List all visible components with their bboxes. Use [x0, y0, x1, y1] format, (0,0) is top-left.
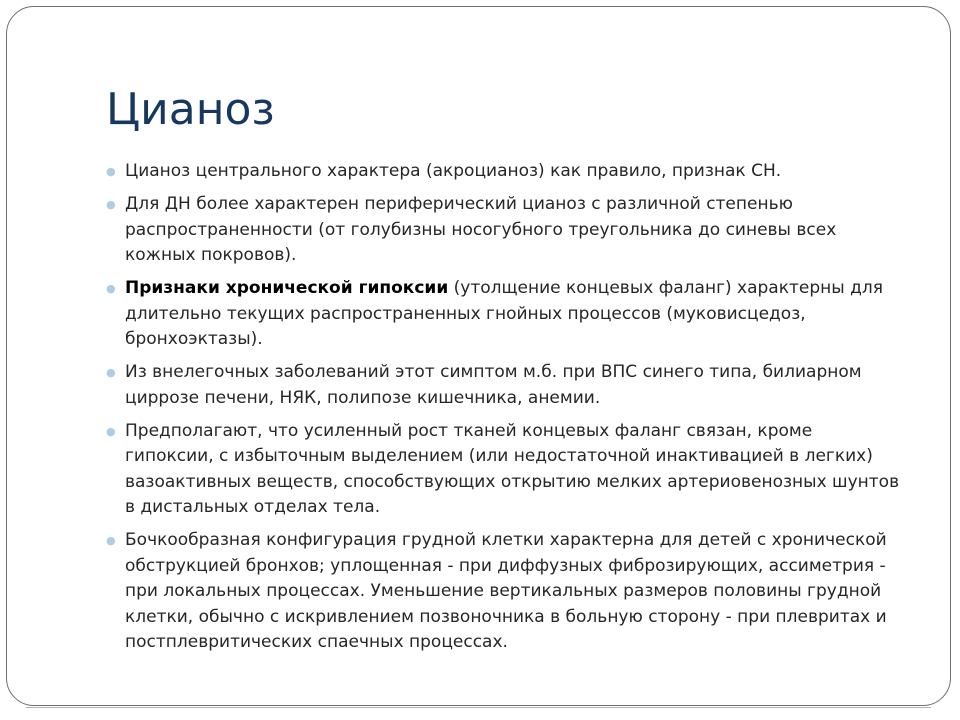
bullet-dot-icon: ●	[106, 198, 116, 211]
bullet-dot-icon: ●	[106, 424, 116, 438]
bullet-item-1	[106, 159, 906, 185]
bullet-item-5	[106, 419, 906, 521]
bullet-text: Предполагают, что усиленный рост тканей концевых фаланг связан, кроме гипоксии, с избыточным выделением (или недостаточной инактивацией в легких) вазоактивных веществ, способствующих открытию мелких артериовенозных шунтов в дистальных отделах тела.	[125, 420, 900, 517]
bullet-text: Для ДН более характерен периферический цианоз с различной степенью распространенности (от голубизны носогубного треугольника до синевы всех кожных покровов).	[125, 194, 837, 265]
bullet-item-3	[106, 276, 906, 353]
bullet-dot-icon: ●	[106, 282, 116, 295]
bullet-item-2	[106, 192, 906, 269]
bullet-text: Бочкообразная конфигурация грудной клетки характерна для детей с хронической обструкцией бронхов; уплощенная - при диффузных фиброзирующих, ассиметрия - при локальных процессах. Уменьшение вертикальных размеров половины грудной клетки, обычно с искривлением позвоночника в больную сторону - при плевритах и постплевритических спаечных процессах.	[125, 530, 887, 652]
bullet-dot-icon: ●	[106, 534, 116, 547]
bullet-text: Цианоз центрального характера (акроцианоз) как правило, признак СН.	[125, 161, 782, 181]
bullet-list	[106, 159, 906, 663]
bullet-dot-icon: ●	[106, 165, 116, 178]
bullet-strong-text: Признаки хронической гипоксии	[125, 278, 449, 298]
bullet-item-4	[106, 360, 906, 411]
slide-title: Цианоз	[106, 84, 275, 135]
bullet-text: Из внелегочных заболеваний этот симптом м.б. при ВПС синего типа, билиарном циррозе печени, НЯК, полипозе кишечника, анемии.	[125, 362, 862, 408]
bullet-text: (утолщение концевых фаланг) характерны для длительно текущих распространенных гнойных процессов (муковисцедоз, бронхоэктазы).	[125, 278, 883, 349]
bullet-dot-icon: ●	[106, 366, 116, 379]
slide-shadow-divider	[26, 707, 931, 708]
bullet-item-6	[106, 528, 906, 656]
